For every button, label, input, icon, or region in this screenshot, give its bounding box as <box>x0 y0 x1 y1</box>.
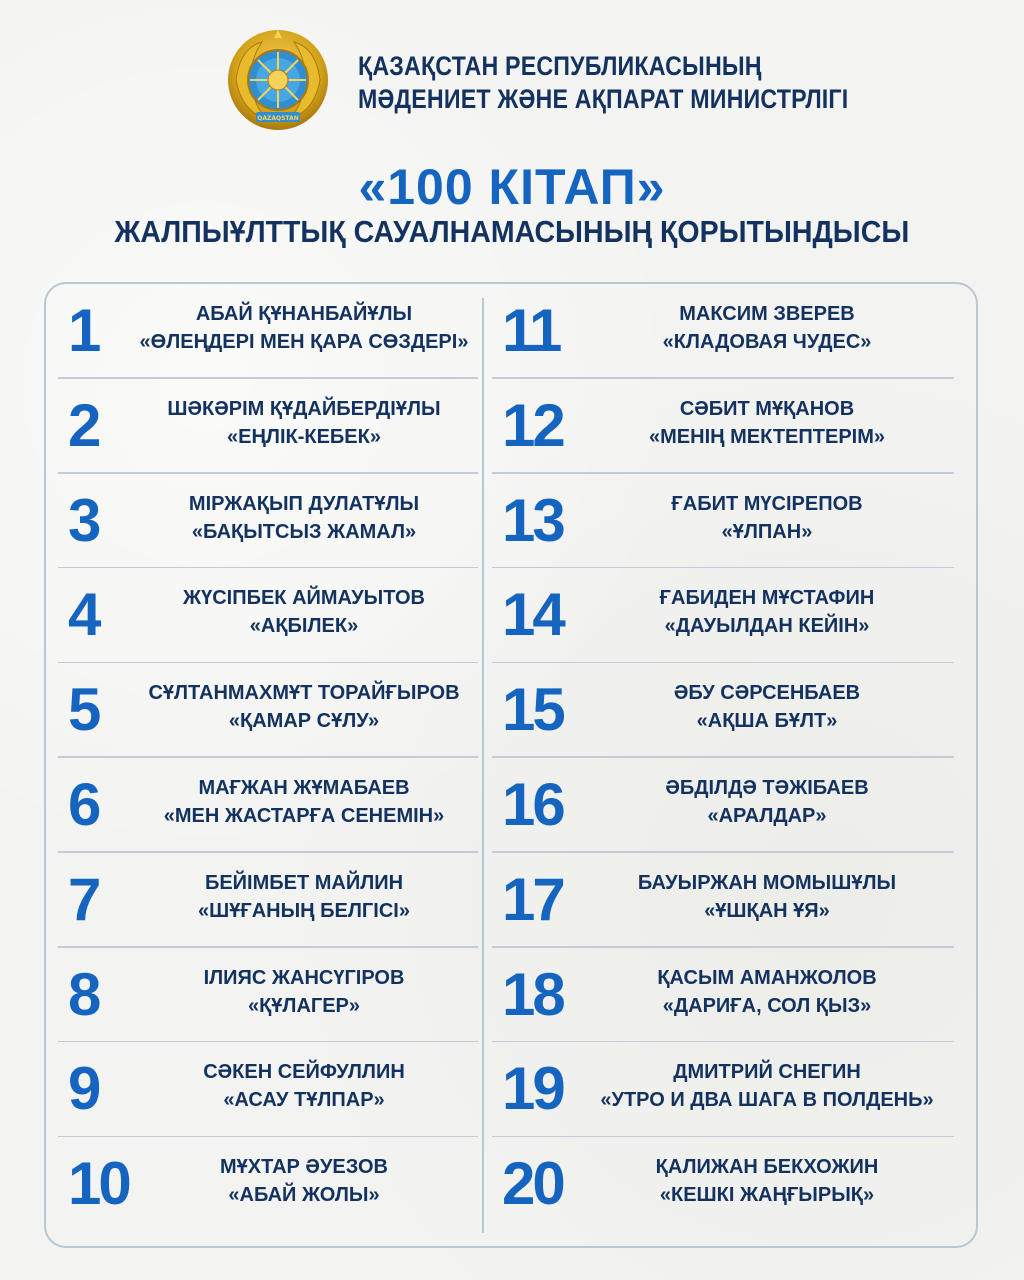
book-list-right-column <box>492 284 954 1232</box>
book-title: «КЛАДОВАЯ ЧУДЕС» <box>662 331 872 353</box>
book-title: «БАҚЫТСЫЗ ЖАМАЛ» <box>191 520 417 543</box>
book-rank-number: 13 <box>502 486 563 554</box>
book-info <box>134 869 474 925</box>
ministry-name <box>358 50 848 116</box>
book-list-left-column <box>58 284 478 1232</box>
book-entry <box>492 758 954 853</box>
kazakhstan-emblem-icon <box>226 28 330 132</box>
book-info <box>584 774 950 830</box>
book-rank-number: 7 <box>68 865 99 933</box>
book-title: «АБАЙ ЖОЛЫ» <box>228 1184 380 1207</box>
book-rank-number: 5 <box>68 676 99 744</box>
book-rank-number: 3 <box>68 486 99 554</box>
book-title: «МЕН ЖАСТАРҒА СЕНЕМІН» <box>163 804 445 827</box>
book-title: «ЕҢЛІК-КЕБЕК» <box>227 425 381 448</box>
book-info <box>134 490 474 546</box>
book-entry <box>492 663 954 758</box>
book-author: ЖҮСІПБЕК АЙМАУЫТОВ <box>183 587 425 610</box>
book-rank-number: 10 <box>68 1150 129 1218</box>
book-title: «ШҰҒАНЫҢ БЕЛГІСІ» <box>198 899 410 922</box>
book-info <box>584 584 950 640</box>
book-author: ӘБДІЛДӘ ТӘЖІБАЕВ <box>665 776 869 799</box>
book-title: «ҰШҚАН ҰЯ» <box>704 899 830 922</box>
book-info <box>584 964 950 1020</box>
book-info <box>134 964 474 1020</box>
book-rank-number: 19 <box>502 1055 563 1123</box>
book-info <box>134 300 474 356</box>
book-title: «АҚБІЛЕК» <box>249 615 359 638</box>
book-entry <box>492 948 954 1043</box>
book-author: МҰХТАР ӘУЕЗОВ <box>220 1156 388 1179</box>
book-rank-number: 20 <box>502 1150 563 1218</box>
page-title: «100 КІТАП» <box>358 159 666 215</box>
book-entry <box>492 568 954 663</box>
header <box>0 0 1024 150</box>
book-author: ҒАБИТ МҮСІРЕПОВ <box>671 492 863 515</box>
book-title: «ҚҰЛАГЕР» <box>247 994 361 1017</box>
book-entry <box>58 948 478 1043</box>
book-info <box>584 300 950 356</box>
book-title: «АРАЛДАР» <box>707 804 827 827</box>
book-title: «МЕНІҢ МЕКТЕПТЕРІМ» <box>649 425 885 448</box>
book-author: ҚАСЫМ АМАНЖОЛОВ <box>657 966 877 989</box>
emblem-text: QAZAQSTAN <box>257 115 299 122</box>
book-author: ӘБУ СӘРСЕНБАЕВ <box>673 682 861 705</box>
book-rank-number: 9 <box>68 1055 99 1123</box>
book-author: МАКСИМ ЗВЕРЕВ <box>679 303 855 325</box>
book-entry <box>492 853 954 948</box>
book-entry <box>492 284 954 379</box>
book-title: «УТРО И ДВА ШАГА В ПОЛДЕНЬ» <box>600 1089 934 1112</box>
book-author: БАУЫРЖАН МОМЫШҰЛЫ <box>637 871 897 894</box>
book-entry <box>492 1137 954 1232</box>
book-entry <box>58 1042 478 1137</box>
book-author: АБАЙ ҚҰНАНБАЙҰЛЫ <box>195 303 413 325</box>
book-rank-number: 16 <box>502 770 563 838</box>
book-info <box>134 774 474 830</box>
book-author: МІРЖАҚЫП ДУЛАТҰЛЫ <box>188 492 420 515</box>
book-author: МАҒЖАН ЖҰМАБАЕВ <box>198 776 410 799</box>
book-info <box>134 1058 474 1114</box>
ministry-line-1: ҚАЗАҚСТАН РЕСПУБЛИКАСЫНЫҢ <box>358 51 762 81</box>
book-rank-number: 14 <box>502 581 563 649</box>
book-entry <box>58 663 478 758</box>
book-info <box>134 679 474 735</box>
book-title: «ДАРИҒА, СОЛ ҚЫЗ» <box>662 994 872 1017</box>
subtitle-text: ЖАЛПЫҰЛТТЫҚ САУАЛНАМАСЫНЫҢ ҚОРЫТЫНДЫСЫ <box>114 214 910 249</box>
book-entry <box>58 474 478 569</box>
book-entry <box>58 1137 478 1232</box>
book-entry <box>58 284 478 379</box>
book-author: СҰЛТАНМАХМҰТ ТОРАЙҒЫРОВ <box>148 682 460 705</box>
book-info <box>584 490 950 546</box>
book-rank-number: 15 <box>502 676 563 744</box>
book-author: ДМИТРИЙ СНЕГИН <box>673 1061 861 1084</box>
book-title: «АҚША БҰЛТ» <box>696 710 838 733</box>
book-author: ҒАБИДЕН МҰСТАФИН <box>659 587 875 610</box>
book-info <box>584 395 950 451</box>
page-subtitle <box>0 212 1024 252</box>
book-title: «ӨЛЕҢДЕРІ МЕН ҚАРА СӨЗДЕРІ» <box>139 331 469 353</box>
book-title: «ДАУЫЛДАН КЕЙІН» <box>664 615 870 638</box>
book-author: СӘБИТ МҰҚАНОВ <box>679 397 855 420</box>
book-info <box>134 584 474 640</box>
book-entry <box>492 1042 954 1137</box>
book-title: «ҰЛПАН» <box>721 520 813 543</box>
book-rank-number: 18 <box>502 960 563 1028</box>
book-info <box>584 1058 950 1114</box>
ministry-line-2: МӘДЕНИЕТ ЖӘНЕ АҚПАРАТ МИНИСТРЛІГІ <box>358 84 849 114</box>
book-rank-number: 1 <box>68 297 99 364</box>
column-divider <box>482 298 484 1233</box>
book-entry <box>492 474 954 569</box>
book-author: ҚАЛИЖАН БЕКХОЖИН <box>655 1156 879 1179</box>
book-entry <box>58 758 478 853</box>
book-author: СӘКЕН СЕЙФУЛЛИН <box>203 1061 405 1084</box>
book-author: ІЛИЯС ЖАНСҮГІРОВ <box>203 966 405 989</box>
book-entry <box>58 379 478 474</box>
book-rank-number: 17 <box>502 865 563 933</box>
book-info <box>134 1153 474 1209</box>
book-info <box>134 395 474 451</box>
book-rank-number: 8 <box>68 960 99 1028</box>
book-rank-number: 4 <box>68 581 99 649</box>
book-rank-number: 11 <box>502 297 560 364</box>
book-entry <box>492 379 954 474</box>
book-entry <box>58 568 478 663</box>
book-title: «ҚАМАР СҰЛУ» <box>228 710 380 733</box>
book-author: БЕЙІМБЕТ МАЙЛИН <box>204 871 404 894</box>
book-info <box>584 869 950 925</box>
book-title: «АСАУ ТҰЛПАР» <box>223 1089 385 1112</box>
book-author: ШӘКӘРІМ ҚҰДАЙБЕРДІҰЛЫ <box>167 397 441 420</box>
book-info <box>584 679 950 735</box>
book-title: «КЕШКІ ЖАҢҒЫРЫҚ» <box>659 1184 875 1207</box>
book-rank-number: 12 <box>502 391 563 459</box>
book-rank-number: 2 <box>68 391 99 459</box>
book-rank-number: 6 <box>68 770 99 838</box>
book-info <box>584 1153 950 1209</box>
book-entry <box>58 853 478 948</box>
